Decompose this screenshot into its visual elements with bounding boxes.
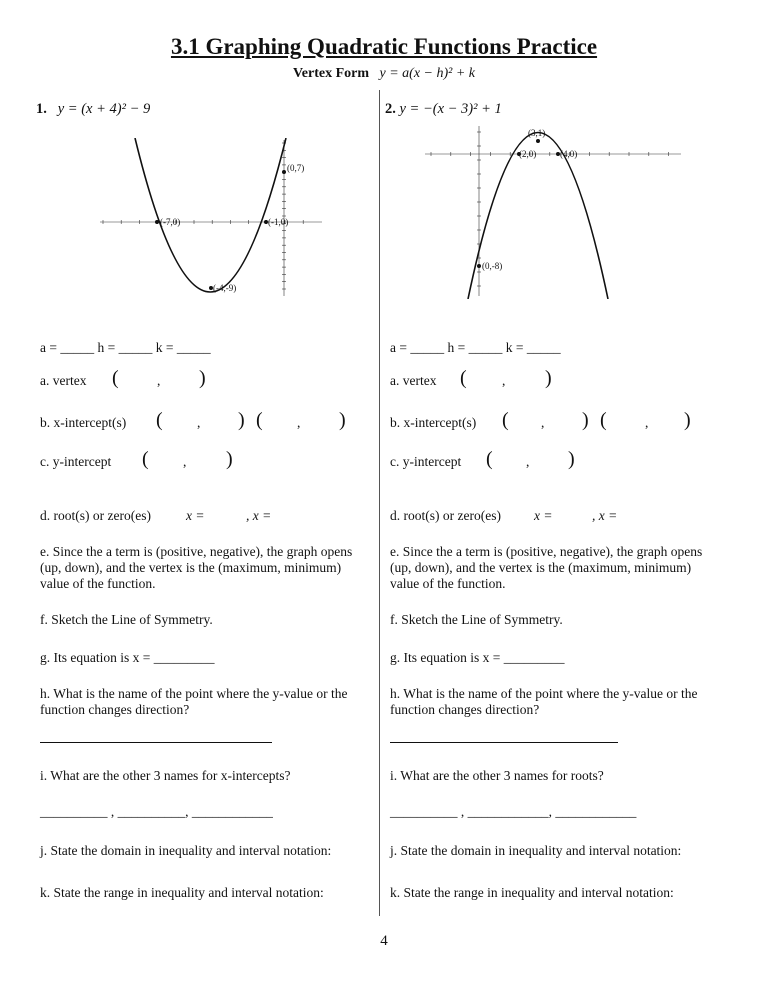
x-intercepts-label-2: b. x-intercept(s) xyxy=(390,415,477,430)
subtitle-label: Vertex Form xyxy=(292,66,370,81)
problem-2-number: 2. xyxy=(385,101,396,117)
ahk-blanks-1[interactable]: a = _____ h = _____ k = _____ xyxy=(40,340,211,355)
graph-1-parabola xyxy=(135,138,289,292)
comma: , xyxy=(541,415,545,430)
paren-open: ( xyxy=(142,448,149,470)
question-h-2: h. What is the name of the point where the y-value or the function changes direction? xyxy=(390,686,698,717)
y-intercept-label-1: c. y-intercept xyxy=(40,454,112,469)
vertex-form-subtitle xyxy=(0,66,768,82)
comma: , xyxy=(183,454,187,469)
graph-1-label: (-4,-9) xyxy=(213,283,237,293)
question-j-1: j. State the domain in inequality and interval notation: xyxy=(40,843,332,858)
graph-2-point-marker xyxy=(536,139,540,143)
roots-x1-1: x = xyxy=(186,508,205,523)
problem-1-header xyxy=(36,101,150,118)
graph-1-label: (-7,0) xyxy=(160,217,181,227)
question-g-2[interactable]: g. Its equation is x = _________ xyxy=(390,650,565,665)
graph-2 xyxy=(425,124,685,299)
paren-close: ) xyxy=(226,448,233,470)
paren-open: ( xyxy=(156,409,163,431)
paren-open: ( xyxy=(486,448,493,470)
comma: , xyxy=(297,415,301,430)
vertex-label-2: a. vertex xyxy=(390,373,437,388)
graph-1 xyxy=(100,138,330,298)
question-h-1: h. What is the name of the point where the y-value or the function changes direction? xyxy=(40,686,348,717)
problem-2-equation: y = −(x − 3)² + 1 xyxy=(399,101,502,117)
paren-open: ( xyxy=(112,367,119,389)
ahk-blanks-2[interactable]: a = _____ h = _____ k = _____ xyxy=(390,340,561,355)
graph-2-label: (4,0) xyxy=(560,149,578,159)
paren-close: ) xyxy=(582,409,589,431)
comma: , xyxy=(645,415,649,430)
graph-2-parabola xyxy=(468,133,608,300)
paren-close: ) xyxy=(684,409,691,431)
paren-close: ) xyxy=(199,367,206,389)
roots-x1-2: x = xyxy=(534,508,553,523)
vertex-label-1: a. vertex xyxy=(40,373,87,388)
question-g-1[interactable]: g. Its equation is x = _________ xyxy=(40,650,215,665)
x-intercepts-label-1: b. x-intercept(s) xyxy=(40,415,127,430)
graph-1-point-marker xyxy=(155,220,159,224)
answer-blanks-i-1[interactable]: __________ , __________, ____________ xyxy=(40,804,273,819)
page-title: 3.1 Graphing Quadratic Functions Practice xyxy=(170,34,598,59)
answer-line-h-2[interactable] xyxy=(390,742,618,743)
graph-1-label: (0,7) xyxy=(287,163,305,173)
paren-open: ( xyxy=(256,409,263,431)
paren-open: ( xyxy=(600,409,607,431)
question-j-2: j. State the domain in inequality and interval notation: xyxy=(390,843,682,858)
y-intercept-label-2: c. y-intercept xyxy=(390,454,462,469)
roots-x2-2: , x = xyxy=(592,508,618,523)
paren-open: ( xyxy=(502,409,509,431)
paren-close: ) xyxy=(339,409,346,431)
graph-1-point-marker xyxy=(282,170,286,174)
question-f-1: f. Sketch the Line of Symmetry. xyxy=(40,612,213,627)
question-e-1: e. Since the a term is (positive, negative), the graph opens (up, down), and the vertex is the (maximum, minimum) value of the function. xyxy=(40,544,353,591)
roots-x2-1: , x = xyxy=(246,508,272,523)
graph-2-label: (2,0) xyxy=(519,149,537,159)
answer-blanks-i-2[interactable]: __________ , ____________, ____________ xyxy=(390,804,637,819)
graph-2-label: (0,-8) xyxy=(482,261,503,271)
comma: , xyxy=(502,373,506,388)
answer-line-h-1[interactable] xyxy=(40,742,272,743)
graph-2-point-marker xyxy=(477,264,481,268)
column-divider xyxy=(379,90,380,916)
graph-1-label: (-1,0) xyxy=(268,217,289,227)
question-e-2: e. Since the a term is (positive, negative), the graph opens (up, down), and the vertex is the (maximum, minimum) value of the function. xyxy=(390,544,703,591)
graph-2-grid-ticks xyxy=(425,126,681,296)
comma: , xyxy=(526,454,530,469)
question-f-2: f. Sketch the Line of Symmetry. xyxy=(390,612,563,627)
problem-1-equation: y = (x + 4)² − 9 xyxy=(57,101,151,117)
paren-close: ) xyxy=(545,367,552,389)
graph-2-label: (3,1) xyxy=(528,128,546,138)
paren-close: ) xyxy=(568,448,575,470)
problem-2-header xyxy=(385,101,502,118)
comma: , xyxy=(197,415,201,430)
paren-open: ( xyxy=(460,367,467,389)
problem-1-number: 1. xyxy=(36,101,47,117)
paren-close: ) xyxy=(238,409,245,431)
page-number: 4 xyxy=(380,933,388,949)
roots-label-2: d. root(s) or zero(es) xyxy=(390,508,501,523)
question-i-1: i. What are the other 3 names for x-intercepts? xyxy=(40,768,291,783)
question-k-1: k. State the range in inequality and interval notation: xyxy=(40,885,324,900)
question-k-2: k. State the range in inequality and interval notation: xyxy=(390,885,674,900)
subtitle-equation: y = a(x − h)² + k xyxy=(379,66,476,81)
roots-label-1: d. root(s) or zero(es) xyxy=(40,508,151,523)
comma: , xyxy=(157,373,161,388)
question-i-2: i. What are the other 3 names for roots? xyxy=(390,768,604,783)
